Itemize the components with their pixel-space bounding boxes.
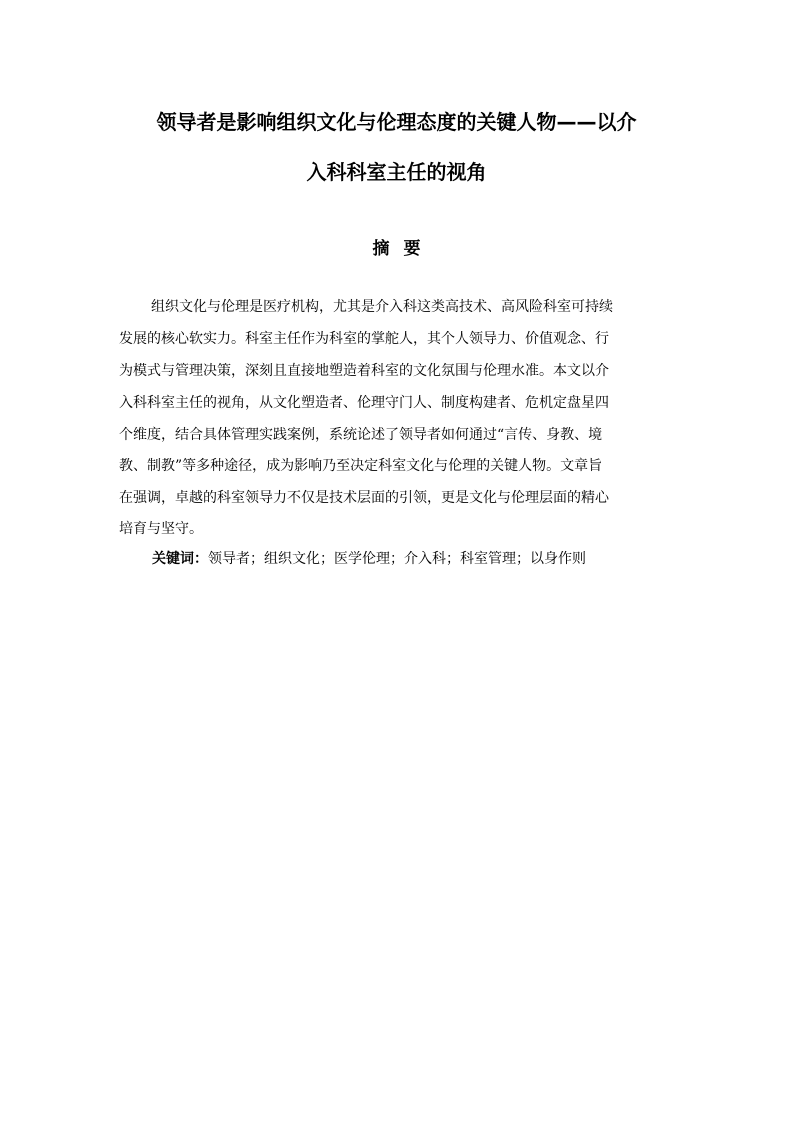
document-title-line-1: 领导者是影响组织文化与伦理态度的关键人物——以介 <box>156 110 637 134</box>
abstract-line-1: 组织文化与伦理是医疗机构，尤其是介入科这类高技术、高风险科室可持续 <box>151 299 613 315</box>
abstract-heading-char-1: 摘 <box>372 239 390 259</box>
abstract-heading <box>0 235 793 263</box>
abstract-heading-char-2: 要 <box>403 239 421 259</box>
abstract-line-3: 为模式与管理决策，深刻且直接地塑造着科室的文化氛围与伦理水准。本文以介 <box>119 363 609 379</box>
document-title-line-2: 入科科室主任的视角 <box>306 160 487 184</box>
abstract-line-7: 在强调，卓越的科室领导力不仅是技术层面的引领，更是文化与伦理层面的精心 <box>119 490 609 506</box>
abstract-line-5: 个维度，结合具体管理实践案例，系统论述了领导者如何通过“言传、身教、境 <box>119 427 603 443</box>
keywords-text: 领导者；组织文化；医学伦理；介入科；科室管理；以身作则 <box>208 551 586 567</box>
abstract-line-4: 入科科室主任的视角，从文化塑造者、伦理守门人、制度构建者、危机定盘星四 <box>119 395 609 411</box>
keywords-line <box>152 549 586 569</box>
abstract-line-6: 教、制教”等多种途径，成为影响乃至决定科室文化与伦理的关键人物。文章旨 <box>119 458 603 474</box>
keywords-label: 关键词： <box>152 551 208 567</box>
abstract-line-2: 发展的核心软实力。科室主任作为科室的掌舵人，其个人领导力、价值观念、行 <box>119 331 609 347</box>
abstract-line-8: 培育与坚守。 <box>119 521 203 537</box>
